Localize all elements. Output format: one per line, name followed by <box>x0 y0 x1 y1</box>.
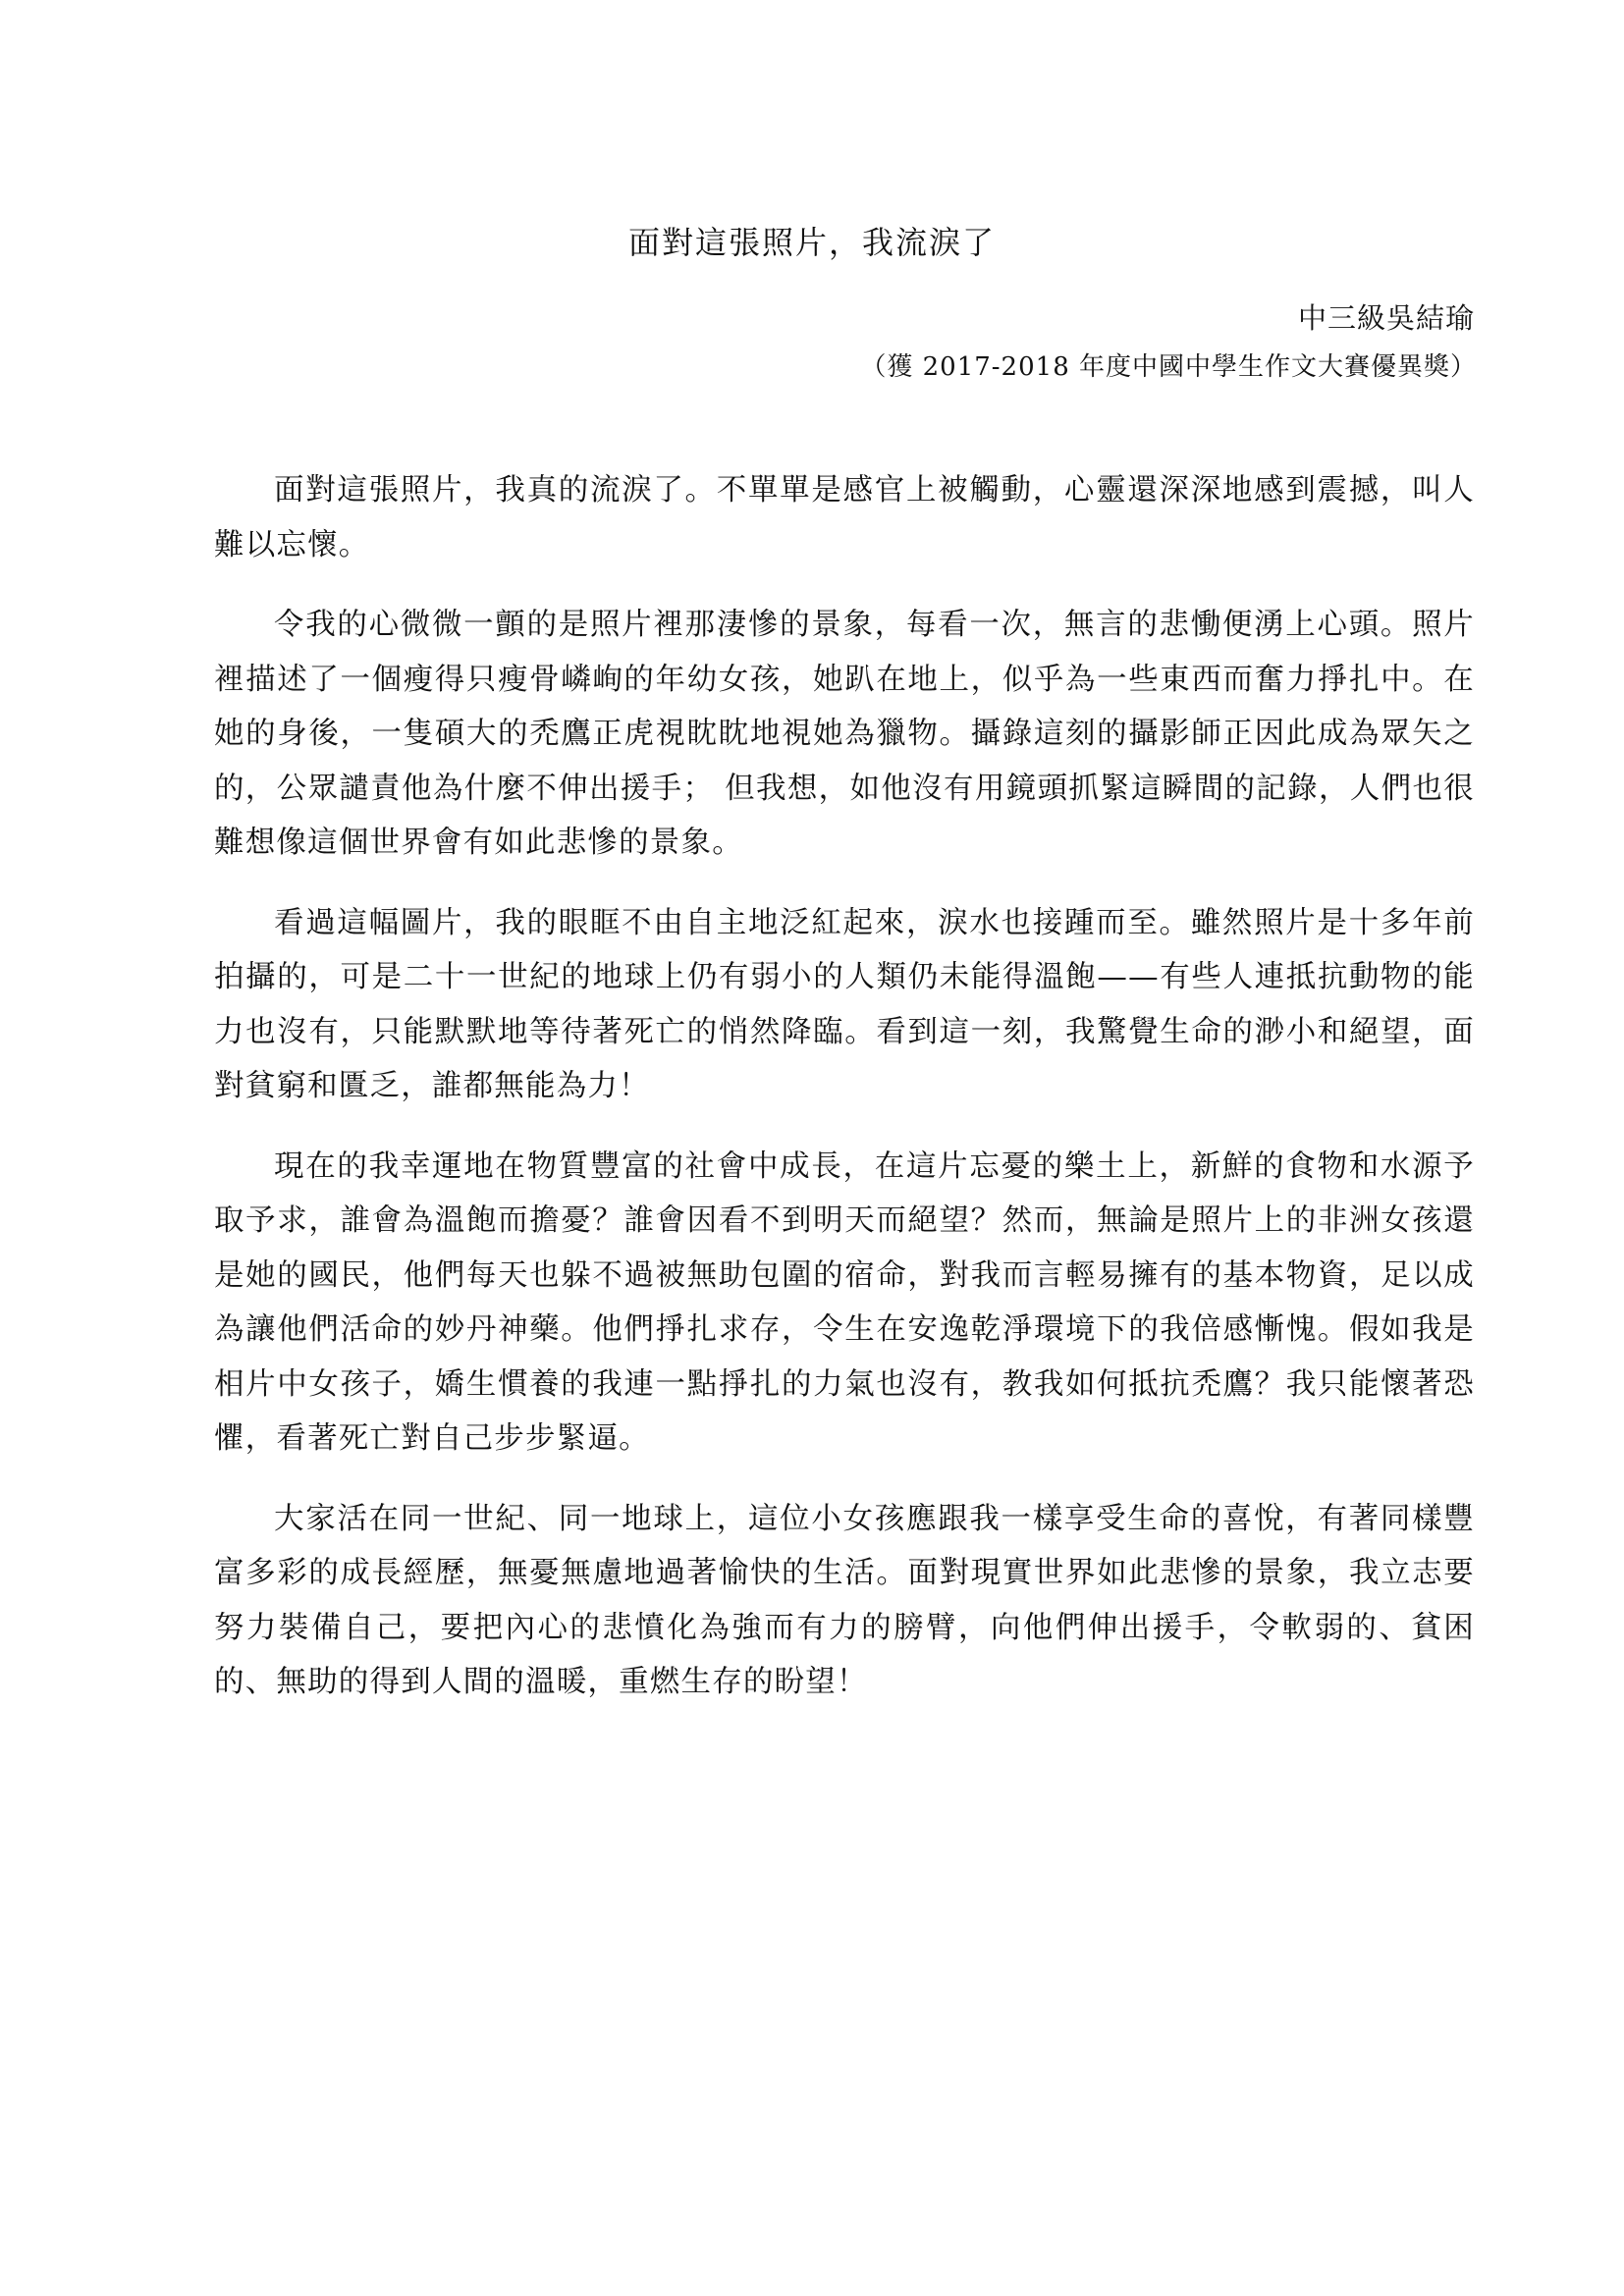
paragraph-3: 看過這幅圖片，我的眼眶不由自主地泛紅起來，淚水也接踵而至。雖然照片是十多年前拍攝的，可是二十一世紀的地球上仍有弱小的人類仍未能得溫飽——有些人連抵抗動物的能力也沒有，只能默默地等待著死亡的悄然降臨。看到這一刻，我驚覺生命的渺小和絕望，面對貧窮和匱乏，誰都無能為力！ <box>214 905 1475 1103</box>
essay-body <box>214 463 1475 1735</box>
paragraph-1: 面對這張照片，我真的流淚了。不單單是感官上被觸動，心靈還深深地感到震撼，叫人難以忘懷。 <box>214 473 1475 562</box>
paragraph-5: 大家活在同一世紀、同一地球上，這位小女孩應跟我一樣享受生命的喜悅，有著同樣豐富多彩的成長經歷，無憂無慮地過著愉快的生活。面對現實世界如此悲慘的景象，我立志要努力裝備自己，要把內心的悲憤化為強而有力的膀臂，向他們伸出援手，令軟弱的、貧困的、無助的得到人間的溫暖，重燃生存的盼望！ <box>214 1501 1475 1699</box>
paragraph-2: 令我的心微微一顫的是照片裡那淒慘的景象，每看一次，無言的悲慟便湧上心頭。照片裡描述了一個瘦得只瘦骨嶙峋的年幼女孩，她趴在地上，似乎為一些東西而奮力掙扎中。在她的身後，一隻碩大的禿鷹正虎視眈眈地視她為獵物。攝錄這刻的攝影師正因此成為眾矢之的，公眾譴責他為什麼不伸出援手； 但我想，如他沒有用鏡頭抓緊這瞬間的記錄，人們也很難想像這個世界會有如此悲慘的景象。 <box>214 608 1475 860</box>
paragraph-4: 現在的我幸運地在物質豐富的社會中成長，在這片忘憂的樂土上，新鮮的食物和水源予取予求，誰會為溫飽而擔憂？誰會因看不到明天而絕望？然而，無論是照片上的非洲女孩還是她的國民，他們每天也躲不過被無助包圍的宿命，對我而言輕易擁有的基本物資，足以成為讓他們活命的妙丹神藥。他們掙扎求存，令生在安逸乾淨環境下的我倍感慚愧。假如我是相片中女孩子，嬌生慣養的我連一點掙扎的力氣也沒有，教我如何抵抗禿鷹？我只能懷著恐懼，看著死亡對自己步步緊逼。 <box>214 1148 1475 1456</box>
award-note: （獲 2017-2018 年度中國中學生作文大賽優異獎） <box>860 352 1477 382</box>
author-line: 中三級吳結瑜 <box>1297 301 1475 335</box>
essay-title: 面對這張照片，我流淚了 <box>627 224 996 261</box>
